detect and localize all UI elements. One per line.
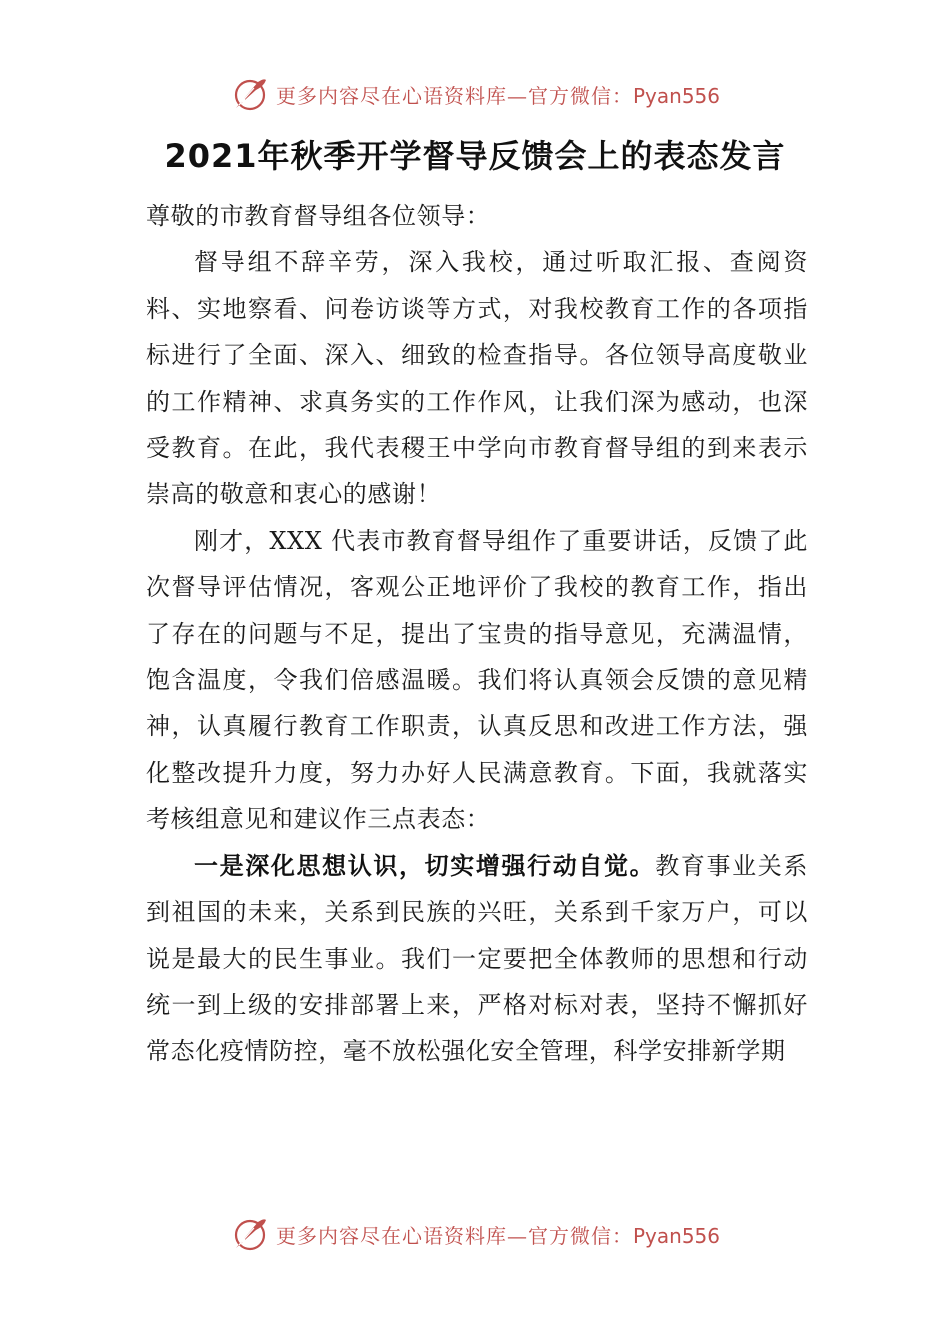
banner-text: 更多内容尽在心语资料库—官方微信：	[275, 1223, 633, 1248]
paragraph-lead: 一是深化思想认识，切实增强行动自觉。	[194, 851, 656, 880]
wechat-id: Pyan556	[632, 1223, 720, 1248]
paragraph	[146, 843, 808, 1075]
header-banner	[0, 72, 950, 116]
footer-banner	[0, 1212, 950, 1256]
paragraph: 督导组不辞辛劳，深入我校，通过听取汇报、查阅资料、实地察看、问卷访谈等方式，对我校教育工作的各项指标进行了全面、深入、细致的检查指导。各位领导高度敬业的工作精神、求真务实的工作作风，让我们深为感动，也深受教育。在此，我代表稷王中学向市教育督导组的到来表示崇高的敬意和衷心的感谢！	[146, 248, 808, 509]
wechat-id: Pyan556	[632, 83, 720, 108]
quill-pen-logo-icon	[230, 74, 270, 114]
document-body	[146, 193, 808, 1075]
salutation: 尊敬的市教育督导组各位领导：	[146, 202, 491, 230]
paragraph: 刚才，XXX 代表市教育督导组作了重要讲话，反馈了此次督导评估情况，客观公正地评价了我校的教育工作，指出了存在的问题与不足，提出了宝贵的指导意见，充满温情，饱含温度，令我们倍感温暖。我们将认真领会反馈的意见精神，认真履行教育工作职责，认真反思和改进工作方法，强化整改提升力度，努力办好人民满意教育。下面，我就落实考核组意见和建议作三点表态：	[146, 526, 808, 834]
quill-pen-logo-icon	[230, 1214, 270, 1254]
document-title: 2021年秋季开学督导反馈会上的表态发言	[164, 137, 786, 175]
paragraph-text: 教育事业关系到祖国的未来，关系到民族的兴旺，关系到千家万户，可以说是最大的民生事业。我们一定要把全体教师的思想和行动统一到上级的安排部署上来，严格对标对表，坚持不懈抓好常态化疫情防控，毫不放松强化安全管理，科学安排新学期	[146, 851, 808, 1066]
banner-text: 更多内容尽在心语资料库—官方微信：	[275, 83, 633, 108]
